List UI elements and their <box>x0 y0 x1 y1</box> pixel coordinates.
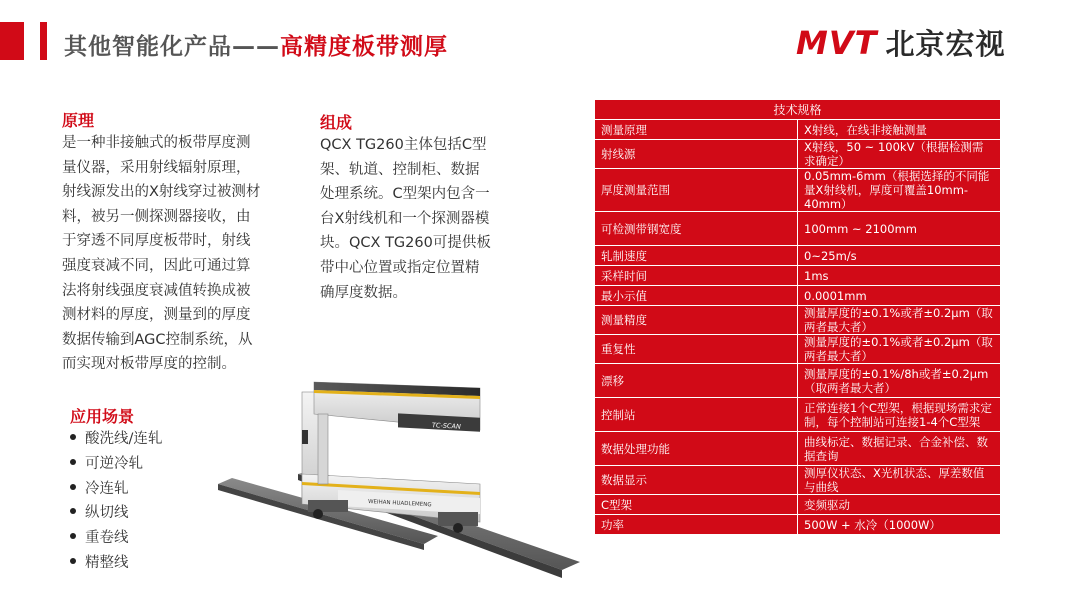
spec-key: 测量原理 <box>595 120 798 140</box>
wheel <box>313 509 323 519</box>
spec-value: 1ms <box>798 266 1001 286</box>
table-row <box>595 432 1001 466</box>
spec-key: 轧制速度 <box>595 246 798 266</box>
wheel <box>453 523 463 533</box>
table-row <box>595 306 1001 335</box>
list-item-label: 冷连轧 <box>85 480 129 497</box>
bullet-icon <box>70 558 76 564</box>
page-title <box>64 28 448 61</box>
company-logo <box>796 22 1005 63</box>
spec-value: 变频驱动 <box>798 495 1001 515</box>
logo-mark: MVT <box>796 24 878 62</box>
principle-text <box>62 131 307 377</box>
table-row <box>595 266 1001 286</box>
spec-value: 0~25m/s <box>798 246 1001 266</box>
table-row <box>595 246 1001 266</box>
composition-line: 架、轨道、控制柜、数据 <box>320 161 480 178</box>
page-title-prefix: 其他智能化产品—— <box>64 34 280 60</box>
page-title-highlight: 高精度板带测厚 <box>280 34 448 60</box>
spec-value: 曲线标定、数据记录、合金补偿、数据查询 <box>798 432 1001 466</box>
list-item <box>70 427 162 452</box>
table-row <box>595 398 1001 432</box>
spec-value: 0.05mm-6mm（根据选择的不同能量X射线机，厚度可覆盖10mm-40mm） <box>798 169 1001 212</box>
list-item <box>70 501 162 526</box>
spec-value: 测量厚度的±0.1%或者±0.2μm（取两者最大者） <box>798 335 1001 364</box>
principle-line: 而实现对板带厚度的控制。 <box>62 356 236 373</box>
composition-heading: 组成 <box>320 113 353 132</box>
table-row <box>595 335 1001 364</box>
spec-value: 0.0001mm <box>798 286 1001 306</box>
table-row <box>595 169 1001 212</box>
spec-key: 数据处理功能 <box>595 432 798 466</box>
spec-value: 测厚仪状态、X光机状态、厚差数值与曲线 <box>798 466 1001 495</box>
principle-line: 是一种非接触式的板带厚度测 <box>62 135 251 151</box>
spec-key: 最小示值 <box>595 286 798 306</box>
list-item-label: 重卷线 <box>85 530 129 547</box>
list-item <box>70 551 162 576</box>
spec-value: 500W + 水冷（1000W） <box>798 515 1001 535</box>
principle-line: 料，被另一侧探测器接收，由 <box>62 208 251 225</box>
spec-key: 数据显示 <box>595 466 798 495</box>
thickness-gauge-illustration <box>218 374 580 584</box>
spec-key: 控制站 <box>595 398 798 432</box>
principle-line: 法将射线强度衰减值转换成被 <box>62 282 251 299</box>
principle-line: 量仪器，采用射线辐射原理， <box>62 159 251 176</box>
spec-value: 测量厚度的±0.1%或者±0.2μm（取两者最大者） <box>798 306 1001 335</box>
principle-line: 测材料的厚度，测量到的厚度 <box>62 307 251 324</box>
spec-key: 可检测带钢宽度 <box>595 212 798 246</box>
table-row <box>595 286 1001 306</box>
principle-line: 数据传输到AGC控制系统，从 <box>62 331 253 348</box>
composition-line: 块。QCX TG260可提供板 <box>320 235 491 252</box>
composition-line: 台X射线机和一个探测器模 <box>320 210 490 227</box>
spec-key: 重复性 <box>595 335 798 364</box>
list-item-label: 酸洗线/连轧 <box>85 431 163 447</box>
bullet-icon <box>70 533 76 539</box>
machine-head-label: TC-SCAN <box>432 421 461 431</box>
table-row <box>595 466 1001 495</box>
header-accent-bar <box>40 22 47 60</box>
list-item-label: 精整线 <box>85 554 129 571</box>
principle-heading: 原理 <box>62 111 95 130</box>
composition-line: 处理系统。C型架内包含一 <box>320 186 490 203</box>
bullet-icon <box>70 434 76 440</box>
table-row <box>595 140 1001 169</box>
list-item <box>70 477 162 502</box>
spec-key: C型架 <box>595 495 798 515</box>
frame-mid-plate <box>318 414 328 484</box>
principle-line: 强度衰减不同，因此可通过算 <box>62 257 251 274</box>
composition-line: 带中心位置或指定位置精 <box>320 259 480 276</box>
bullet-icon <box>70 508 76 514</box>
spec-key: 射线源 <box>595 140 798 169</box>
header-accent-block <box>0 22 24 60</box>
table-row <box>595 212 1001 246</box>
spec-key: 漂移 <box>595 364 798 398</box>
machine-body-label: WEIHAN HUADLEMENG <box>367 499 432 509</box>
frame-handle <box>302 430 308 444</box>
bullet-icon <box>70 484 76 490</box>
table-row <box>595 495 1001 515</box>
spec-value: X射线，50 ~ 100kV（根据检测需求确定） <box>798 140 1001 169</box>
list-item-label: 纵切线 <box>85 505 129 522</box>
spec-value: 测量厚度的±0.1%/8h或者±0.2μm（取两者最大者） <box>798 364 1001 398</box>
composition-line: QCX TG260主体包括C型 <box>320 137 487 153</box>
bullet-icon <box>70 459 76 465</box>
list-item <box>70 526 162 551</box>
spec-key: 测量精度 <box>595 306 798 335</box>
composition-line: 确厚度数据。 <box>320 284 407 301</box>
spec-table-title: 技术规格 <box>595 100 1001 120</box>
frame-base <box>308 500 348 512</box>
spec-key: 功率 <box>595 515 798 535</box>
list-item-label: 可逆冷轧 <box>85 455 143 472</box>
list-item <box>70 452 162 477</box>
table-row <box>595 364 1001 398</box>
principle-line: 射线源发出的X射线穿过被测材 <box>62 184 261 201</box>
logo-text: 北京宏视 <box>885 27 1006 61</box>
principle-line: 于穿透不同厚度板带时，射线 <box>62 233 251 250</box>
spec-value: 正常连接1个C型架，根据现场需求定制，每个控制站可连接1-4个C型架 <box>798 398 1001 432</box>
applications-heading: 应用场景 <box>70 407 135 426</box>
table-row <box>595 515 1001 535</box>
spec-key: 厚度测量范围 <box>595 169 798 212</box>
composition-text <box>320 133 525 305</box>
table-row <box>595 120 1001 140</box>
spec-value: X射线，在线非接触测量 <box>798 120 1001 140</box>
spec-table <box>594 99 1001 535</box>
spec-value: 100mm ~ 2100mm <box>798 212 1001 246</box>
spec-key: 采样时间 <box>595 266 798 286</box>
applications-list <box>70 427 162 576</box>
